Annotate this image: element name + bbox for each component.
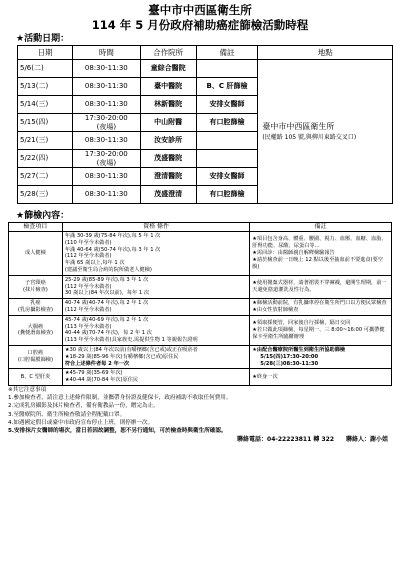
location-name: 臺中市中西區衛生所	[262, 122, 335, 131]
screening-conditions	[62, 369, 249, 386]
condition-line: (113 年至今未做者)具家族史,需提供生物 1 等親報告證明	[64, 337, 198, 344]
note-item: 1.參加檢查者，請注意上述條件限制，並攜帶身份證及健保卡，政府補助不收取任何費用。	[8, 395, 232, 402]
schedule-note: 有口腔篩檢	[196, 114, 258, 132]
screening-item-text: (糞便潛血檢查)	[17, 330, 54, 337]
condition-line: (建議至衛生局合約的院所做老人健檢)	[64, 266, 152, 273]
screening-conditions	[62, 315, 249, 345]
condition-line: (110 年至今未做者)	[64, 239, 112, 246]
condition-line: (112 年至今未做者)	[64, 306, 112, 313]
schedule-time: 17:30-20:00 (夜場)	[72, 150, 140, 168]
schedule-hospital: 澄清醫院	[140, 168, 196, 186]
schedule-time: 08:30-11:30	[72, 60, 140, 78]
schedule-hospital: 童綜合醫院	[140, 60, 196, 78]
remark-line: ★領取採便管，回家後自行採檢，隔日交回	[252, 320, 351, 327]
screening-remarks	[250, 345, 392, 368]
schedule-time: 08:30-11:30	[72, 78, 140, 96]
schedule-header-location: 地點	[258, 46, 393, 60]
screening-item-text: 子宮頸癌	[25, 280, 46, 287]
condition-line: 年滿 65 歲以上,每年 1 次	[64, 260, 125, 267]
note-item: 5.安排抹片女醫師的場次，當日若因故調整，恕不另行通知，可於檢查時與衛生所確認。	[8, 427, 227, 434]
note-item: 4.如遇國定假日或臺中市政府宣布停止上班，則停辦一次。	[8, 419, 154, 426]
screening-header-row	[9, 223, 392, 232]
schedule-note	[196, 132, 258, 150]
screening-row	[9, 315, 392, 345]
screening-remarks	[250, 369, 392, 386]
screening-row	[9, 299, 392, 316]
title-line2: 114 年 5 月份政府補助癌症篩檢活動時程	[91, 18, 309, 32]
schedule-time: 08:30-11:30	[72, 186, 140, 204]
schedule-header-hospital: 合作院所	[140, 46, 196, 60]
screening-header-conditions: 資格 條件	[62, 223, 249, 232]
screening-heading: ★篩檢內容：	[16, 211, 70, 221]
screening-conditions	[62, 299, 249, 316]
schedule-hospital: 汝安診所	[140, 132, 196, 150]
remark-line: ★若只做此項篩檢，每星期一、三 8:00~16:00 可攜帶健保卡至衛生所臨櫃辦理	[252, 326, 385, 340]
schedule-hospital: 茂盛澄清	[140, 186, 196, 204]
screening-item	[9, 299, 63, 316]
schedule-date: 5/13(二)	[18, 78, 73, 96]
screening-item	[9, 232, 63, 276]
schedule-date: 5/6(二)	[18, 60, 73, 78]
screening-row	[9, 232, 392, 276]
condition-line: (112 年至今未做者)	[64, 253, 112, 260]
condition-line: ★45-79 歲(35-69 年次)	[64, 370, 123, 377]
schedule-hospital: 茂盛醫院	[140, 150, 196, 168]
schedule-time: 17:30-20:00 (夜場)	[72, 114, 140, 132]
schedule-hospital: 臺中醫院	[140, 78, 196, 96]
schedule-hospital: 中山附醫	[140, 114, 196, 132]
screening-header-remarks: 備註	[250, 223, 392, 232]
screening-remarks	[250, 315, 392, 345]
screening-item-text: (抹片檢查)	[23, 286, 48, 293]
screening-item-text: (乳房攝影檢查)	[17, 306, 54, 313]
remark-line: 5/15(四)17:30-20:00	[260, 353, 319, 360]
screening-item-text: 口腔癌	[27, 350, 44, 357]
schedule-date: 5/15(四)	[18, 114, 73, 132]
condition-line: 年滿 30-39 歲(75-84 年次),每 5 年 1 次	[64, 233, 161, 239]
screening-item-text: B、C 型肝炎	[20, 373, 51, 380]
condition-line: (112 年至今未做者)	[64, 283, 112, 290]
schedule-date: 5/21(三)	[18, 132, 73, 150]
screening-item	[9, 345, 63, 368]
schedule-row	[18, 60, 393, 78]
screening-item-text: 乳癌	[30, 300, 41, 307]
screening-item	[9, 369, 63, 386]
schedule-time: 08:30-11:30	[72, 168, 140, 186]
notes-section	[8, 386, 392, 435]
schedule-note: 安排女醫師	[196, 168, 258, 186]
screening-remarks	[250, 232, 392, 276]
schedule-hospital: 林新醫院	[140, 96, 196, 114]
remark-line: ★終身一次	[252, 373, 278, 380]
remark-line: ★請於檢查前一日晚上 12 點以後至抽血前不要進食(要空腹)	[252, 256, 383, 270]
schedule-note	[196, 60, 258, 78]
schedule-header-date: 日期	[18, 46, 73, 60]
notes-heading: ※其它注意事項	[8, 386, 47, 393]
condition-line: 符合上述條件者每 2 年一次	[64, 360, 130, 367]
schedule-header-time: 時間	[72, 46, 140, 60]
screening-item-text: 大腸癌	[27, 323, 44, 330]
remark-line: ★需回診：由醫師親自解釋檢驗報告	[252, 249, 335, 256]
screening-item	[9, 275, 63, 298]
screening-remarks	[250, 275, 392, 298]
schedule-time: 08:30-11:30	[72, 132, 140, 150]
condition-line: ★40-44 歲(70-84 年次)原住民	[64, 377, 139, 384]
note-item: 2.完成乳房攝影及抹片檢查者，備有衛教品一份，贈完為止。	[8, 403, 159, 410]
schedule-date: 5/28(三)	[18, 186, 73, 204]
remark-line: ★篩檢活動前院，有乳攝車停在衛生所門口以方便民眾檢查	[252, 300, 387, 307]
schedule-heading: ★活動日期：	[16, 34, 70, 44]
title-line1: 臺中市中西區衛生所	[148, 3, 252, 17]
condition-line: 25-29 歲(85-89 年次),每 3 年 1 次	[64, 276, 149, 283]
condition-line: (113 年至今未做者)	[64, 323, 112, 330]
remark-line: ★由配合醫療院所醫生到衛生所協助篩檢	[252, 346, 346, 353]
condition-line: 40-44 歲(70-74 年次)，每 2 年 1 次	[64, 330, 152, 337]
schedule-time: 08:30-11:30	[72, 96, 140, 114]
schedule-header-note: 備註	[196, 46, 258, 60]
screening-row	[9, 275, 392, 298]
screening-conditions	[62, 275, 249, 298]
screening-row	[9, 369, 392, 386]
condition-line: ★18-29 歲(85-96 年次)有嚼檳榔(含已戒)原住民	[64, 353, 179, 360]
schedule-note: 安排女醫師	[196, 96, 258, 114]
schedule-note	[196, 150, 258, 168]
schedule-note: 有口腔篩檢	[196, 186, 258, 204]
contact-info: 聯絡電話：04-22223811 轉 322 聯絡人：謝小姐	[237, 436, 388, 444]
condition-line: 45-74 歲(40-69 年次),每 2 年 1 次	[64, 316, 149, 323]
note-item: 3.至醫療院所、衛生所檢查敬請全程配戴口罩。	[8, 411, 126, 418]
schedule-note: B、C 肝篩檢	[196, 78, 258, 96]
screening-item-text: (口腔黏膜篩檢)	[17, 357, 54, 364]
schedule-header-row	[18, 46, 393, 60]
schedule-date: 5/14(三)	[18, 96, 73, 114]
condition-line: 年滿 40-64 歲(50-74 年次),每 3 年 1 次	[64, 246, 161, 253]
condition-line: 40-74 歲(40-74 年次),每 2 年 1 次	[64, 300, 149, 307]
screening-conditions	[62, 345, 249, 368]
condition-line: ★30 歲以上(84 年次以前)有嚼檳榔(含已戒)或正在吸菸者	[64, 346, 198, 353]
screening-remarks	[250, 299, 392, 316]
screening-row	[9, 345, 392, 368]
remark-line: ★由女性放射師檢查	[252, 306, 299, 313]
location-address: (民權路 105 號,與柳川東路交叉口)	[262, 134, 357, 141]
schedule-table	[17, 45, 393, 204]
screening-table	[8, 222, 392, 386]
remark-line: ★項目包含身高、體重、腰圍、視力、血壓、血糖、血脂、肝腎功能、尿酸、尿蛋白等…	[252, 236, 387, 250]
condition-line: 30 歲以上(84 年次以前)，每年 1 次	[64, 290, 150, 297]
screening-conditions	[62, 232, 249, 276]
schedule-location	[258, 60, 393, 204]
schedule-date: 5/22(四)	[18, 150, 73, 168]
remark-line: ★使用拋棄式器材，請著裙裝不穿褲襪，避開生理期，前一天避免陰道灌洗及性行為。	[252, 280, 387, 293]
screening-item	[9, 315, 63, 345]
screening-header-item: 檢查項目	[9, 223, 63, 232]
screening-item-text: 成人健檢	[25, 249, 46, 256]
schedule-date: 5/27(二)	[18, 168, 73, 186]
remark-line: 5/28(三)08:30-11:30	[260, 360, 319, 367]
